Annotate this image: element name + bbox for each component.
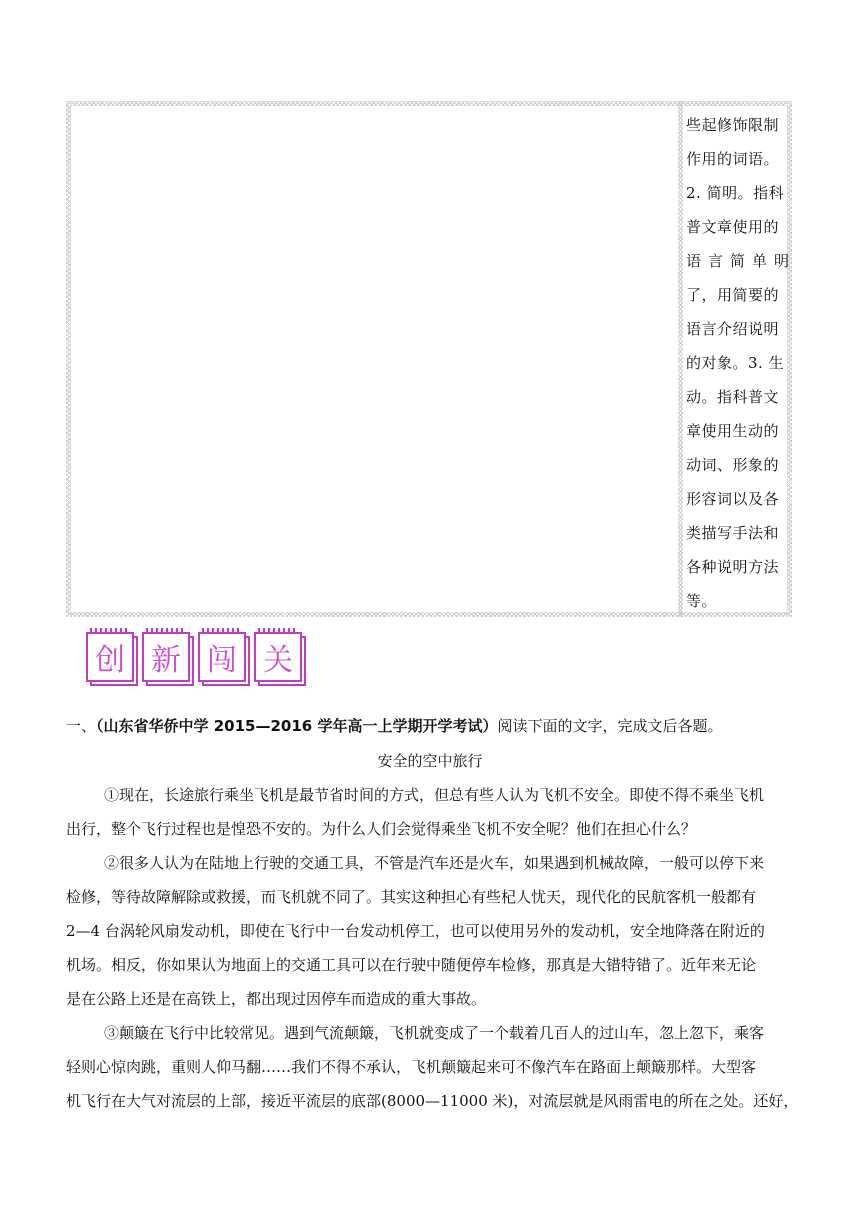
paragraph-3	[66, 1016, 799, 1118]
side-line: 章使用生动的	[686, 422, 780, 440]
side-line: 了，用简要的	[686, 286, 780, 304]
paragraph-1	[66, 778, 792, 846]
side-line: 动。指科普文	[686, 388, 780, 406]
question-number: 一、	[66, 717, 97, 735]
spiral-rings-icon	[90, 628, 128, 634]
paragraph-line: 2—4 台涡轮风扇发动机，即使在飞行中一台发动机停工，也可以使用另外的发动机，安全地降落在附近的	[66, 922, 765, 940]
side-line: 普文章使用的	[686, 218, 780, 236]
paragraph-line: 机场。相反，你如果认为地面上的交通工具可以在行驶中随便停车检修，那真是大错特错了。近年来无论	[66, 956, 757, 974]
banner-char: 关	[254, 632, 302, 682]
paragraph-line: ②很多人认为在陆地上行驶的交通工具，不管是汽车还是火车，如果遇到机械故障，一般可以停下来	[104, 854, 765, 872]
banner-char: 闯	[198, 632, 246, 682]
side-line: 动词、形象的	[686, 456, 780, 474]
spiral-rings-icon	[258, 628, 296, 634]
question-source: （山东省华侨中学 2015—2016 学年高一上学期开学考试）	[96, 717, 498, 735]
banner-char: 新	[142, 632, 190, 682]
side-column-text	[686, 108, 797, 618]
side-line: 形容词以及各	[686, 490, 780, 508]
banner-tile	[198, 630, 246, 682]
section-banner	[86, 630, 302, 690]
paragraph-line: 检修，等待故障解除或救援，而飞机就不同了。其实这种担心有些杞人忧天，现代化的民航客机一般都有	[66, 888, 757, 906]
paragraph-line: 是在公路上还是在高铁上，都出现过因停车而造成的重大事故。	[66, 990, 487, 1008]
question-instruction: 阅读下面的文字，完成文后各题。	[497, 717, 723, 735]
article-title: 安全的空中旅行	[377, 752, 483, 770]
frame-divider	[678, 101, 683, 617]
banner-tile	[86, 630, 134, 682]
side-line: 作用的词语。	[686, 150, 780, 168]
side-line: 些起修饰限制	[686, 116, 780, 134]
paragraph-line: ③颠簸在飞行中比较常见。遇到气流颠簸，飞机就变成了一个载着几百人的过山车，忽上忽下，乘客	[104, 1024, 765, 1042]
side-line: 的对象。3. 生	[686, 354, 785, 372]
paragraph-line: ①现在，长途旅行乘坐飞机是最节省时间的方式，但总有些人认为飞机不安全。即使不得不乘坐飞机	[104, 786, 765, 804]
framed-text-box	[66, 101, 797, 617]
paragraph-line: 轻则心惊肉跳，重则人仰马翻……我们不得不承认，飞机颠簸起来可不像汽车在路面上颠簸那样。大型客	[66, 1058, 757, 1076]
paragraph-line: 出行，整个飞行过程也是惶恐不安的。为什么人们会觉得乘坐飞机不安全呢？他们在担心什么？	[66, 820, 697, 838]
side-line: 类描写手法和	[686, 524, 780, 542]
side-line: 等。	[686, 592, 718, 610]
banner-tile	[142, 630, 190, 682]
side-line: 各种说明方法	[686, 558, 780, 576]
banner-tile	[254, 630, 302, 682]
paragraph-2	[66, 846, 792, 1016]
banner-char: 创	[86, 632, 134, 682]
question-heading	[66, 715, 722, 736]
spiral-rings-icon	[202, 628, 240, 634]
spiral-rings-icon	[146, 628, 184, 634]
side-line: 语言简单明	[686, 252, 797, 270]
side-line: 2. 简明。指科	[686, 184, 785, 202]
side-line: 语言介绍说明	[686, 320, 780, 338]
paragraph-line: 机飞行在大气对流层的上部，接近平流层的底部(8000—11000 米)，对流层就是风雨雷电的所在之处。还好，	[66, 1092, 799, 1110]
